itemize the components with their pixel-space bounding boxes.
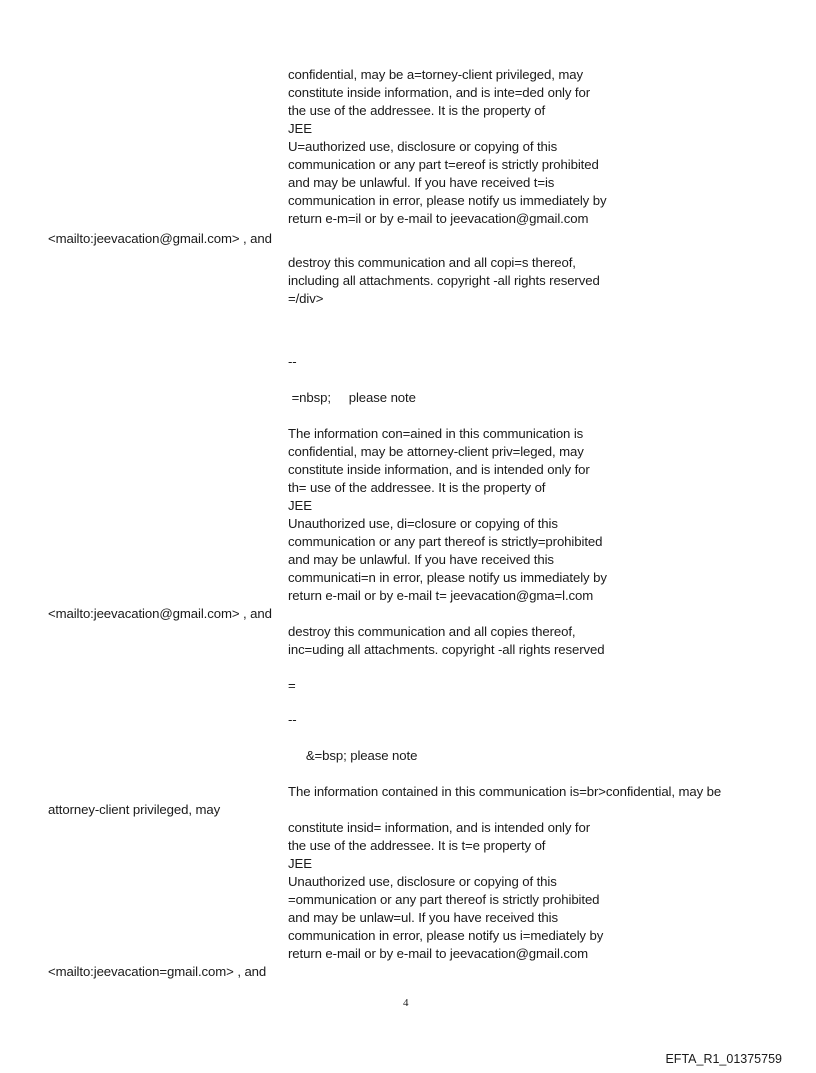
text-line: U=authorized use, disclosure or copying of this	[288, 139, 558, 154]
text-line: constitute inside information, and is intended only for	[288, 462, 590, 477]
text-line: the use of the addressee. It is t=e property of	[288, 838, 546, 853]
text-line: return e-mail or by e-mail t= jeevacation@gma=l.com	[288, 588, 594, 603]
text-line: return e-m=il or by e-mail to jeevacation@gmail.com	[288, 211, 589, 226]
page-number: 4	[403, 997, 409, 1009]
text-line: communication in error, please notify us immediately by	[288, 193, 607, 208]
text-line: The information con=ained in this communication is	[288, 426, 584, 441]
mailto-line: <mailto:jeevacation@gmail.com> , and	[48, 606, 272, 621]
text-line: and may be unlawful. If you have received t=is	[288, 175, 555, 190]
text-line: confidential, may be a=torney-client privileged, may	[288, 67, 583, 82]
text-line: communicati=n in error, please notify us immediately by	[288, 570, 607, 585]
text-line: and may be unlaw=ul. If you have received this	[288, 910, 558, 925]
text-line: confidential, may be attorney-client priv=leged, may	[288, 444, 584, 459]
text-line: destroy this communication and all copi=s thereof,	[288, 255, 576, 270]
separator: --	[288, 354, 297, 369]
text-line: =/div>	[288, 291, 324, 306]
separator: --	[288, 712, 297, 727]
text-line: and may be unlawful. If you have received this	[288, 552, 554, 567]
text-line: Unauthorized use, di=closure or copying of this	[288, 516, 558, 531]
bates-number: EFTA_R1_01375759	[665, 1052, 782, 1066]
text-line: JEE	[288, 121, 312, 136]
text-line: the use of the addressee. It is the property of	[288, 103, 546, 118]
text-line: Unauthorized use, disclosure or copying of this	[288, 874, 557, 889]
text-line: th= use of the addressee. It is the property of	[288, 480, 546, 495]
mailto-line: <mailto:jeevacation@gmail.com> , and	[48, 231, 272, 246]
text-line: return e-mail or by e-mail to jeevacation@gmail.com	[288, 946, 588, 961]
text-line: constitute insid= information, and is intended only for	[288, 820, 591, 835]
equals-line: =	[288, 678, 296, 693]
mailto-line: <mailto:jeevacation=gmail.com> , and	[48, 964, 267, 979]
text-line: JEE	[288, 498, 312, 513]
text-line: including all attachments. copyright -all rights reserved	[288, 273, 600, 288]
wrapped-line: attorney-client privileged, may	[48, 802, 221, 817]
text-line: communication or any part thereof is strictly=prohibited	[288, 534, 603, 549]
text-line: communication in error, please notify us i=mediately by	[288, 928, 604, 943]
text-line: communication or any part t=ereof is strictly prohibited	[288, 157, 599, 172]
note-line: &=bsp; please note	[288, 748, 418, 763]
text-line: =ommunication or any part thereof is strictly prohibited	[288, 892, 600, 907]
text-line: JEE	[288, 856, 312, 871]
text-line: inc=uding all attachments. copyright -all rights reserved	[288, 642, 605, 657]
text-line: constitute inside information, and is inte=ded only for	[288, 85, 591, 100]
text-line: destroy this communication and all copies thereof,	[288, 624, 576, 639]
text-line: The information contained in this communication is=br>confidential, may be	[288, 784, 722, 799]
note-line: =nbsp; please note	[288, 390, 416, 405]
